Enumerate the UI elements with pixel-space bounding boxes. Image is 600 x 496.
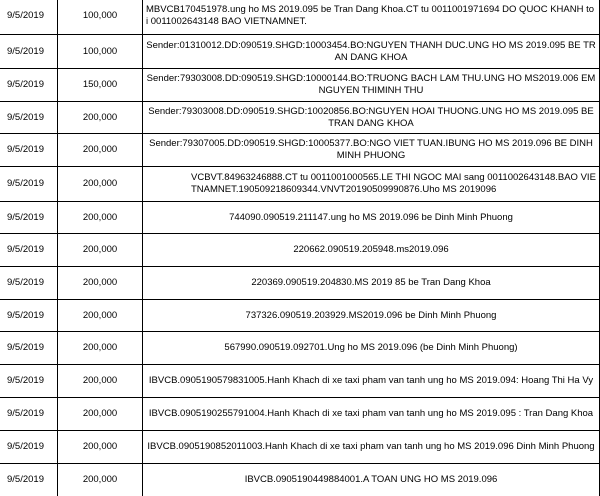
date-cell: 9/5/2019 [0,365,58,398]
table-row [0,464,600,496]
amount-cell: 200,000 [58,300,143,332]
table-row [0,332,600,365]
table-row [0,35,600,69]
description-cell: 220662.090519.205948.ms2019.096 [143,234,600,267]
table-row [0,134,600,167]
date-cell: 9/5/2019 [0,267,58,300]
amount-cell: 200,000 [58,202,143,234]
date-cell: 9/5/2019 [0,167,58,202]
date-cell: 9/5/2019 [0,0,58,35]
date-cell: 9/5/2019 [0,398,58,431]
description-cell: VCBVT.84963246888.CT tu 0011001000565.LE THI NGOC MAI sang 0011002643148.BAO VIETNAMNET.190509218609344.VNVT20190509990876.Uho MS 2019096 [143,167,600,202]
description-cell: IBVCB.0905190852011003.Hanh Khach di xe taxi pham van tanh ung ho MS 2019.096 Dinh Minh Phuong [143,431,600,464]
date-cell: 9/5/2019 [0,102,58,134]
table-row [0,102,600,134]
date-cell: 9/5/2019 [0,332,58,365]
date-cell: 9/5/2019 [0,134,58,167]
amount-cell: 200,000 [58,332,143,365]
date-cell: 9/5/2019 [0,35,58,69]
description-cell: Sender:79307005.DD:090519.SHGD:10005377.BO:NGO VIET TUAN.IBUNG HO MS 2019.096 BE DINH MINH PHUONG [143,134,600,167]
table-row [0,300,600,332]
table-row [0,0,600,35]
description-cell: IBVCB.0905190449884001.A TOAN UNG HO MS 2019.096 [143,464,600,496]
amount-cell: 200,000 [58,234,143,267]
table-row [0,431,600,464]
table-row [0,267,600,300]
amount-cell: 200,000 [58,365,143,398]
table-row [0,398,600,431]
table-row [0,167,600,202]
table-row [0,202,600,234]
amount-cell: 200,000 [58,464,143,496]
date-cell: 9/5/2019 [0,300,58,332]
description-cell: MBVCB170451978.ung ho MS 2019.095 be Tran Dang Khoa.CT tu 0011001971694 DO QUOC KHANH toi 0011002643148 BAO VIETNAMNET. [143,0,600,35]
date-cell: 9/5/2019 [0,202,58,234]
amount-cell: 200,000 [58,134,143,167]
description-cell: Sender:79303008.DD:090519.SHGD:10000144.BO:TRUONG BACH LAM THU.UNG HO MS2019.006 EM NGUYEN THIMINH THU [143,69,600,102]
table-row [0,365,600,398]
description-cell: 744090.090519.211147.ung ho MS 2019.096 be Dinh Minh Phuong [143,202,600,234]
amount-cell: 200,000 [58,431,143,464]
amount-cell: 200,000 [58,167,143,202]
description-cell: IBVCB.0905190255791004.Hanh Khach di xe taxi pham van tanh ung ho MS 2019.095 : Tran Dang Khoa [143,398,600,431]
date-cell: 9/5/2019 [0,234,58,267]
description-cell: 220369.090519.204830.MS 2019 85 be Tran Dang Khoa [143,267,600,300]
date-cell: 9/5/2019 [0,431,58,464]
amount-cell: 100,000 [58,0,143,35]
amount-cell: 100,000 [58,35,143,69]
description-cell: 737326.090519.203929.MS2019.096 be Dinh Minh Phuong [143,300,600,332]
amount-cell: 150,000 [58,69,143,102]
date-cell: 9/5/2019 [0,464,58,496]
description-cell: Sender:79303008.DD:090519.SHGD:10020856.BO:NGUYEN HOAI THUONG.UNG HO MS 2019.095 BE TRAN DANG KHOA [143,102,600,134]
table-row [0,234,600,267]
description-cell: Sender:01310012.DD:090519.SHGD:10003454.BO:NGUYEN THANH DUC.UNG HO MS 2019.095 BE TRAN DANG KHOA [143,35,600,69]
description-cell: IBVCB.0905190579831005.Hanh Khach di xe taxi pham van tanh ung ho MS 2019.094: Hoang Thi Ha Vy [143,365,600,398]
table-row [0,69,600,102]
description-cell: 567990.090519.092701.Ung ho MS 2019.096 (be Dinh Minh Phuong) [143,332,600,365]
amount-cell: 200,000 [58,398,143,431]
date-cell: 9/5/2019 [0,69,58,102]
amount-cell: 200,000 [58,267,143,300]
amount-cell: 200,000 [58,102,143,134]
